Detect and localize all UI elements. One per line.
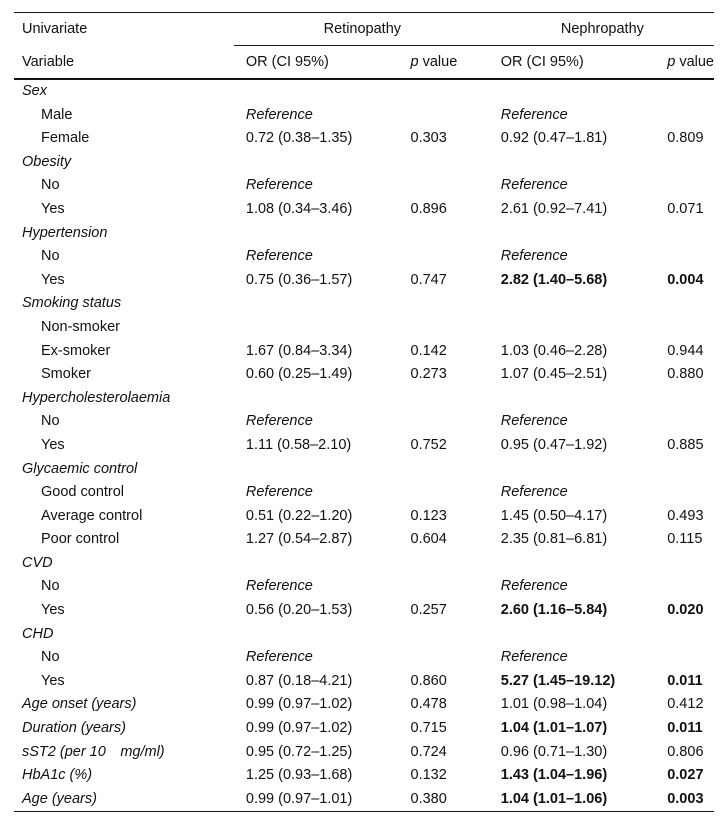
variable-header: Variable	[14, 46, 234, 80]
table-row	[14, 363, 714, 387]
retinopathy-or: 0.99 (0.97–1.01)	[234, 788, 401, 812]
retinopathy-or: Reference	[245, 106, 313, 123]
empty-cell	[491, 151, 665, 175]
table-row	[14, 717, 714, 741]
retinopathy-or: Reference	[245, 484, 313, 501]
variable-label: No	[41, 177, 60, 194]
empty-cell	[401, 552, 491, 576]
nephropathy-or: Reference	[500, 248, 568, 265]
group-row	[14, 552, 714, 576]
group-row	[14, 458, 714, 482]
group-label: Hypertension	[22, 224, 108, 241]
empty-cell	[401, 222, 491, 246]
variable-label: Yes	[41, 672, 65, 689]
nephropathy-p-value	[665, 174, 714, 198]
odds-ratio-table	[14, 12, 714, 812]
retinopathy-p-value: 0.142	[410, 342, 447, 359]
group-label: Smoking status	[22, 295, 122, 312]
nephropathy-p-value: 0.115	[667, 531, 703, 548]
nephropathy-p-value: 0.071	[667, 200, 704, 217]
retinopathy-or: 0.95 (0.72–1.25)	[245, 743, 353, 760]
or-ci-header-retinopathy: OR (CI 95%)	[234, 46, 401, 80]
table-row	[14, 646, 714, 670]
univariate-label: Univariate	[14, 13, 234, 46]
nephropathy-or: 1.43 (1.04–1.96)	[500, 767, 608, 784]
table-row	[14, 316, 714, 340]
retinopathy-p-value	[401, 104, 491, 128]
group-row	[14, 387, 714, 411]
variable-label: Duration (years)	[22, 720, 126, 737]
group-label: Obesity	[22, 153, 72, 170]
retinopathy-or: 0.56 (0.20–1.53)	[245, 602, 353, 619]
group-label: Glycaemic control	[22, 460, 138, 477]
retinopathy-p-value: 0.478	[410, 696, 447, 713]
nephropathy-p-value	[665, 646, 714, 670]
nephropathy-or: 1.01 (0.98–1.04)	[500, 696, 608, 713]
table-row	[14, 127, 714, 151]
nephropathy-or: 0.96 (0.71–1.30)	[500, 743, 608, 760]
nephropathy-or: Reference	[500, 578, 568, 595]
table-row	[14, 410, 714, 434]
empty-cell	[665, 552, 714, 576]
retinopathy-p-value: 0.257	[410, 602, 447, 619]
variable-label: Non-smoker	[41, 318, 120, 335]
variable-label: No	[41, 413, 60, 430]
variable-label: Good control	[41, 484, 125, 501]
retinopathy-or: 0.99 (0.97–1.02)	[245, 696, 353, 713]
table-row	[14, 505, 714, 529]
group-label: Sex	[22, 83, 47, 99]
retinopathy-or: 0.99 (0.97–1.02)	[245, 720, 353, 737]
variable-label: Smoker	[41, 366, 91, 383]
nephropathy-p-value: 0.027	[667, 767, 704, 784]
header-row-groups	[14, 13, 714, 46]
table-row	[14, 174, 714, 198]
nephropathy-p-value: 0.880	[667, 366, 704, 383]
empty-cell	[401, 151, 491, 175]
variable-label: Average control	[41, 507, 143, 524]
retinopathy-p-value	[401, 245, 491, 269]
nephropathy-or: 1.04 (1.01–1.07)	[500, 720, 608, 737]
retinopathy-or: 1.27 (0.54–2.87)	[245, 531, 353, 548]
retinopathy-p-value: 0.604	[410, 531, 447, 548]
retinopathy-p-value	[401, 174, 491, 198]
variable-label: Yes	[41, 602, 65, 619]
table-row	[14, 269, 714, 293]
retinopathy-p-value: 0.896	[410, 200, 447, 217]
nephropathy-p-value	[665, 245, 714, 269]
retinopathy-or: 1.67 (0.84–3.34)	[245, 342, 353, 359]
nephropathy-or: 0.95 (0.47–1.92)	[500, 436, 608, 453]
nephropathy-or: 2.35 (0.81–6.81)	[500, 531, 608, 548]
empty-cell	[401, 292, 491, 316]
retinopathy-or: Reference	[245, 578, 313, 595]
empty-cell	[665, 458, 714, 482]
variable-label: Male	[41, 106, 73, 123]
empty-cell	[665, 222, 714, 246]
variable-label: Female	[41, 130, 90, 147]
table-row	[14, 340, 714, 364]
empty-cell	[665, 292, 714, 316]
empty-cell	[234, 552, 401, 576]
retinopathy-p-value: 0.860	[410, 672, 447, 689]
nephropathy-or: 1.45 (0.50–4.17)	[500, 507, 608, 524]
group-row	[14, 222, 714, 246]
variable-label: No	[41, 649, 60, 666]
p-value-header-retinopathy: p value	[401, 46, 491, 80]
nephropathy-p-value: 0.004	[667, 271, 704, 288]
retinopathy-p-value: 0.380	[401, 788, 491, 812]
empty-cell	[665, 151, 714, 175]
nephropathy-p-value: 0.493	[667, 507, 704, 524]
empty-cell	[665, 387, 714, 411]
retinopathy-p-value	[401, 410, 491, 434]
group-row	[14, 623, 714, 647]
nephropathy-or: 1.07 (0.45–2.51)	[500, 366, 608, 383]
retinopathy-or	[234, 316, 401, 340]
variable-label: No	[41, 248, 60, 265]
variable-label: No	[41, 578, 60, 595]
empty-cell	[234, 623, 401, 647]
empty-cell	[234, 458, 401, 482]
variable-label: Ex-smoker	[41, 342, 111, 359]
table-row	[14, 198, 714, 222]
retinopathy-or: Reference	[245, 177, 313, 194]
empty-cell	[491, 623, 665, 647]
nephropathy-or: Reference	[500, 484, 568, 501]
retinopathy-p-value: 0.303	[410, 130, 447, 147]
nephropathy-p-value	[665, 481, 714, 505]
nephropathy-or: Reference	[500, 413, 568, 430]
variable-label: sST2 (per 10 mg/ml)	[22, 743, 165, 760]
variable-label: Age onset (years)	[22, 696, 137, 713]
nephropathy-or: 1.04 (1.01–1.06)	[491, 788, 665, 812]
nephropathy-or: 1.03 (0.46–2.28)	[500, 342, 608, 359]
group-row	[14, 292, 714, 316]
retinopathy-or: Reference	[245, 248, 313, 265]
nephropathy-or: Reference	[500, 177, 568, 194]
retinopathy-p-value: 0.724	[410, 743, 447, 760]
retinopathy-or: 1.08 (0.34–3.46)	[245, 200, 353, 217]
nephropathy-p-value: 0.003	[665, 788, 714, 812]
empty-cell	[401, 458, 491, 482]
empty-cell	[401, 79, 491, 104]
empty-cell	[234, 79, 401, 104]
nephropathy-p-value	[665, 410, 714, 434]
variable-label: Yes	[41, 200, 65, 217]
table-row	[14, 575, 714, 599]
empty-cell	[491, 292, 665, 316]
empty-cell	[401, 623, 491, 647]
header-row-columns	[14, 46, 714, 80]
nephropathy-or: 5.27 (1.45–19.12)	[500, 672, 616, 689]
retinopathy-p-value	[401, 481, 491, 505]
retinopathy-p-value	[401, 646, 491, 670]
table-row	[14, 245, 714, 269]
retinopathy-p-value	[401, 575, 491, 599]
retinopathy-or: 1.25 (0.93–1.68)	[245, 767, 353, 784]
variable-label: HbA1c (%)	[22, 767, 93, 784]
or-ci-header-nephropathy: OR (CI 95%)	[491, 46, 665, 80]
nephropathy-p-value: 0.011	[667, 672, 703, 689]
nephropathy-p-value	[665, 316, 714, 340]
retinopathy-or: 0.72 (0.38–1.35)	[245, 130, 353, 147]
table-row	[14, 104, 714, 128]
retinopathy-or: 0.87 (0.18–4.21)	[245, 672, 353, 689]
variable-label: Age (years)	[14, 788, 234, 812]
empty-cell	[491, 458, 665, 482]
nephropathy-or	[491, 316, 665, 340]
empty-cell	[491, 79, 665, 104]
retinopathy-p-value: 0.752	[410, 436, 447, 453]
nephropathy-or: Reference	[500, 106, 568, 123]
empty-cell	[665, 79, 714, 104]
retinopathy-or: Reference	[245, 413, 313, 430]
nephropathy-p-value: 0.020	[667, 602, 704, 619]
retinopathy-p-value: 0.132	[410, 767, 447, 784]
nephropathy-p-value	[665, 104, 714, 128]
retinopathy-p-value: 0.715	[410, 720, 447, 737]
empty-cell	[491, 222, 665, 246]
nephropathy-or: 2.82 (1.40–5.68)	[500, 271, 608, 288]
p-value-header-nephropathy: p value	[665, 46, 714, 80]
table-row	[14, 481, 714, 505]
table-row	[14, 528, 714, 552]
group-label: CHD	[22, 625, 54, 642]
group-row	[14, 79, 714, 104]
nephropathy-or: 2.61 (0.92–7.41)	[500, 200, 608, 217]
group-label: CVD	[22, 554, 53, 571]
retinopathy-p-value: 0.123	[410, 507, 447, 524]
retinopathy-p-value: 0.747	[410, 271, 447, 288]
retinopathy-or: 0.60 (0.25–1.49)	[245, 366, 353, 383]
variable-label: Yes	[41, 271, 65, 288]
table-row	[14, 434, 714, 458]
empty-cell	[491, 387, 665, 411]
nephropathy-p-value	[665, 575, 714, 599]
retinopathy-p-value: 0.273	[410, 366, 447, 383]
empty-cell	[234, 222, 401, 246]
nephropathy-p-value: 0.809	[667, 130, 704, 147]
variable-label: Yes	[41, 436, 65, 453]
variable-label: Poor control	[41, 531, 120, 548]
retinopathy-or: 1.11 (0.58–2.10)	[245, 436, 352, 453]
retinopathy-or: 0.75 (0.36–1.57)	[245, 271, 353, 288]
empty-cell	[491, 552, 665, 576]
empty-cell	[234, 387, 401, 411]
empty-cell	[234, 292, 401, 316]
retinopathy-or: 0.51 (0.22–1.20)	[245, 507, 353, 524]
group-label: Hypercholesterolaemia	[22, 389, 171, 406]
table-row	[14, 599, 714, 623]
retinopathy-header: Retinopathy	[234, 13, 491, 46]
nephropathy-or: 0.92 (0.47–1.81)	[500, 130, 608, 147]
retinopathy-p-value	[401, 316, 491, 340]
table-row	[14, 670, 714, 694]
empty-cell	[234, 151, 401, 175]
nephropathy-or: Reference	[500, 649, 568, 666]
group-row	[14, 151, 714, 175]
nephropathy-p-value: 0.944	[667, 342, 704, 359]
nephropathy-or: 2.60 (1.16–5.84)	[500, 602, 608, 619]
nephropathy-header: Nephropathy	[491, 13, 714, 46]
table-row	[14, 764, 714, 788]
table-row	[14, 741, 714, 765]
empty-cell	[401, 387, 491, 411]
table-row	[14, 693, 714, 717]
retinopathy-or: Reference	[245, 649, 313, 666]
nephropathy-p-value: 0.806	[667, 743, 704, 760]
nephropathy-p-value: 0.412	[667, 696, 704, 713]
nephropathy-p-value: 0.011	[667, 720, 703, 737]
nephropathy-p-value: 0.885	[667, 436, 704, 453]
empty-cell	[665, 623, 714, 647]
table-row	[14, 788, 714, 812]
